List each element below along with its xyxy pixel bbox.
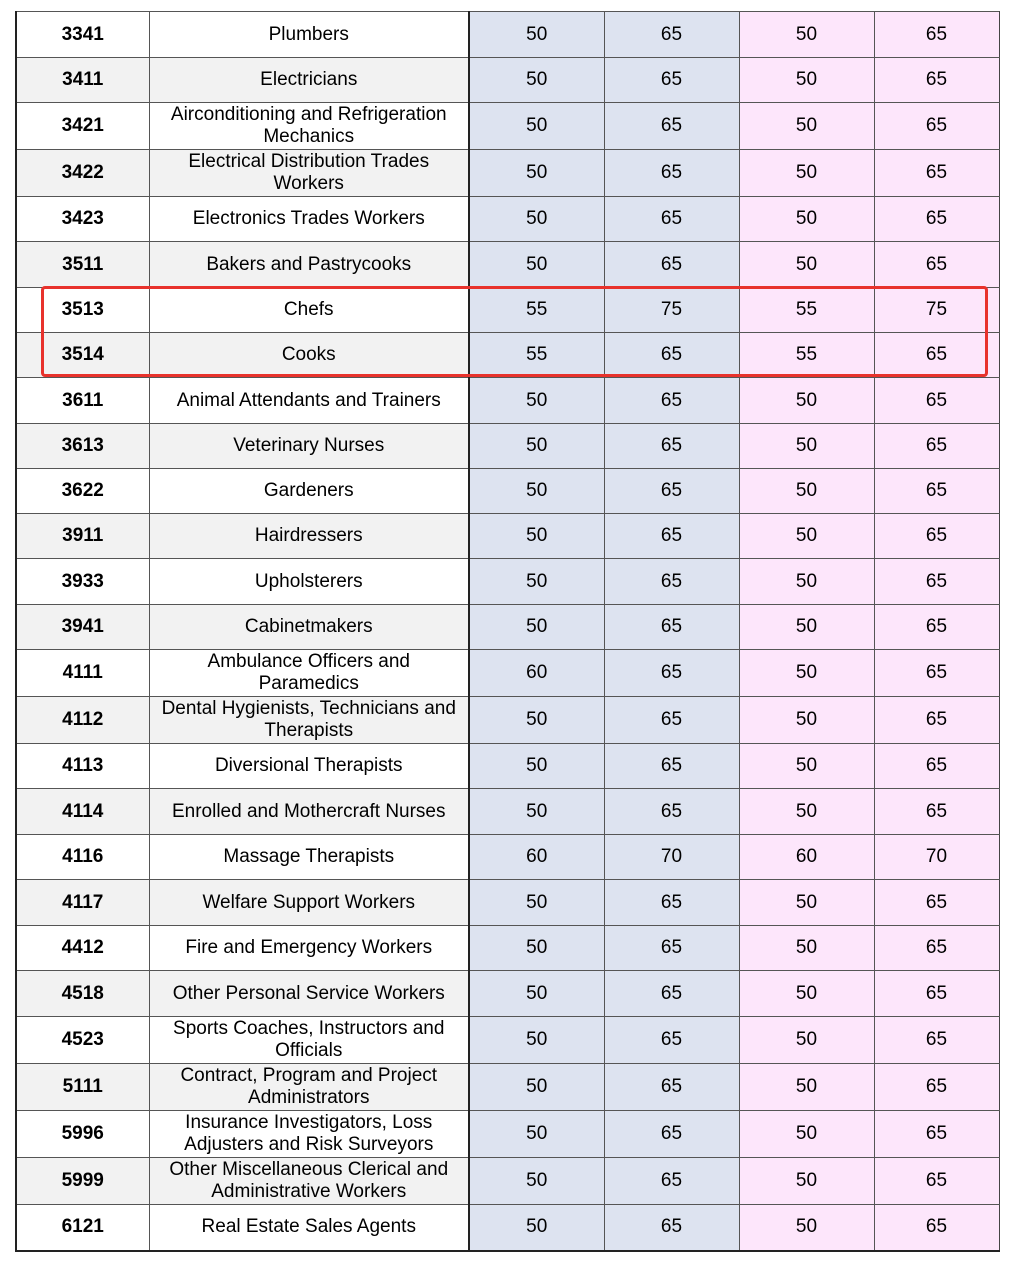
points-col-2: 65 <box>604 58 739 103</box>
occupation-name: Animal Attendants and Trainers <box>149 378 469 424</box>
occupation-name: Contract, Program and Project Administrators <box>149 1064 469 1111</box>
points-col-1: 60 <box>469 835 604 880</box>
points-col-4: 65 <box>874 697 999 744</box>
table-row <box>16 605 999 650</box>
points-col-4: 65 <box>874 333 999 378</box>
points-col-4: 65 <box>874 605 999 650</box>
points-col-1: 50 <box>469 1017 604 1064</box>
points-col-1: 50 <box>469 697 604 744</box>
points-col-1: 50 <box>469 971 604 1017</box>
points-col-3: 50 <box>739 697 874 744</box>
points-col-2: 65 <box>604 103 739 150</box>
points-col-1: 55 <box>469 288 604 333</box>
points-col-4: 65 <box>874 12 999 58</box>
points-col-2: 65 <box>604 469 739 514</box>
points-col-4: 65 <box>874 1158 999 1205</box>
table-row <box>16 242 999 288</box>
occupation-code: 5999 <box>16 1158 149 1205</box>
occupation-name: Other Miscellaneous Clerical and Administrative Workers <box>149 1158 469 1205</box>
points-col-2: 65 <box>604 697 739 744</box>
table-row <box>16 697 999 744</box>
points-col-1: 50 <box>469 197 604 242</box>
points-col-3: 50 <box>739 1158 874 1205</box>
points-col-1: 50 <box>469 514 604 559</box>
table-row <box>16 58 999 103</box>
table-row <box>16 1064 999 1111</box>
occupation-code: 3941 <box>16 605 149 650</box>
points-col-3: 50 <box>739 605 874 650</box>
points-col-2: 65 <box>604 744 739 789</box>
table-row <box>16 197 999 242</box>
points-col-1: 50 <box>469 242 604 288</box>
points-col-1: 50 <box>469 378 604 424</box>
points-col-4: 65 <box>874 971 999 1017</box>
points-col-2: 65 <box>604 333 739 378</box>
points-col-4: 65 <box>874 103 999 150</box>
points-col-1: 50 <box>469 789 604 835</box>
occupation-name: Real Estate Sales Agents <box>149 1205 469 1251</box>
points-col-1: 60 <box>469 650 604 697</box>
points-col-2: 65 <box>604 12 739 58</box>
points-col-4: 65 <box>874 58 999 103</box>
points-col-4: 65 <box>874 469 999 514</box>
table-row <box>16 469 999 514</box>
points-col-4: 70 <box>874 835 999 880</box>
points-col-1: 50 <box>469 1111 604 1158</box>
points-col-2: 65 <box>604 789 739 835</box>
occupation-code: 4116 <box>16 835 149 880</box>
points-col-4: 65 <box>874 1064 999 1111</box>
points-col-3: 50 <box>739 1205 874 1251</box>
occupation-name: Sports Coaches, Instructors and Officials <box>149 1017 469 1064</box>
points-col-4: 65 <box>874 150 999 197</box>
points-col-3: 50 <box>739 197 874 242</box>
points-col-1: 50 <box>469 926 604 971</box>
table-row <box>16 424 999 469</box>
occupation-code: 4112 <box>16 697 149 744</box>
occupation-code: 3513 <box>16 288 149 333</box>
occupation-code: 6121 <box>16 1205 149 1251</box>
points-col-1: 50 <box>469 12 604 58</box>
points-col-3: 50 <box>739 378 874 424</box>
occupation-name: Chefs <box>149 288 469 333</box>
points-col-2: 65 <box>604 1205 739 1251</box>
table-row <box>16 971 999 1017</box>
points-col-3: 50 <box>739 1017 874 1064</box>
occupation-code: 4412 <box>16 926 149 971</box>
points-col-4: 65 <box>874 926 999 971</box>
occupation-name: Gardeners <box>149 469 469 514</box>
table-row <box>16 12 999 58</box>
occupation-code: 3511 <box>16 242 149 288</box>
points-col-2: 65 <box>604 605 739 650</box>
points-col-3: 55 <box>739 333 874 378</box>
table-row <box>16 744 999 789</box>
occupation-name: Diversional Therapists <box>149 744 469 789</box>
points-col-3: 50 <box>739 971 874 1017</box>
points-col-1: 50 <box>469 424 604 469</box>
points-col-3: 50 <box>739 744 874 789</box>
points-col-2: 65 <box>604 378 739 424</box>
occupation-code: 3514 <box>16 333 149 378</box>
occupation-name: Hairdressers <box>149 514 469 559</box>
points-col-2: 70 <box>604 835 739 880</box>
occupation-name: Cabinetmakers <box>149 605 469 650</box>
table-row <box>16 650 999 697</box>
occupation-name: Electronics Trades Workers <box>149 197 469 242</box>
occupation-name: Dental Hygienists, Technicians and Therapists <box>149 697 469 744</box>
points-col-3: 50 <box>739 650 874 697</box>
points-col-1: 50 <box>469 469 604 514</box>
occupation-name: Welfare Support Workers <box>149 880 469 926</box>
occupation-name: Veterinary Nurses <box>149 424 469 469</box>
points-col-3: 50 <box>739 58 874 103</box>
points-col-1: 55 <box>469 333 604 378</box>
occupation-name: Fire and Emergency Workers <box>149 926 469 971</box>
points-col-2: 75 <box>604 288 739 333</box>
points-col-3: 60 <box>739 835 874 880</box>
points-col-3: 50 <box>739 12 874 58</box>
occupation-name: Enrolled and Mothercraft Nurses <box>149 789 469 835</box>
occupation-code: 3423 <box>16 197 149 242</box>
table-row <box>16 835 999 880</box>
points-col-2: 65 <box>604 197 739 242</box>
table-row <box>16 926 999 971</box>
table-row <box>16 1017 999 1064</box>
table-row <box>16 1111 999 1158</box>
table-row <box>16 514 999 559</box>
occupation-name: Cooks <box>149 333 469 378</box>
occupation-code: 3933 <box>16 559 149 605</box>
occupation-code: 3622 <box>16 469 149 514</box>
occupation-name: Electrical Distribution Trades Workers <box>149 150 469 197</box>
occupation-code: 3911 <box>16 514 149 559</box>
table-row <box>16 378 999 424</box>
occupation-code: 5996 <box>16 1111 149 1158</box>
occupation-name: Upholsterers <box>149 559 469 605</box>
points-col-2: 65 <box>604 650 739 697</box>
occupation-code: 4111 <box>16 650 149 697</box>
occupation-code: 3611 <box>16 378 149 424</box>
points-col-4: 65 <box>874 789 999 835</box>
occupation-code: 4518 <box>16 971 149 1017</box>
points-col-3: 50 <box>739 424 874 469</box>
table-body <box>16 12 999 1251</box>
points-col-2: 65 <box>604 424 739 469</box>
points-col-3: 50 <box>739 103 874 150</box>
points-col-1: 50 <box>469 150 604 197</box>
points-col-2: 65 <box>604 150 739 197</box>
points-col-4: 65 <box>874 197 999 242</box>
table-row <box>16 1158 999 1205</box>
points-col-3: 50 <box>739 242 874 288</box>
points-col-2: 65 <box>604 880 739 926</box>
points-col-1: 50 <box>469 58 604 103</box>
table-row <box>16 559 999 605</box>
occupation-name: Insurance Investigators, Loss Adjusters and Risk Surveyors <box>149 1111 469 1158</box>
points-col-2: 65 <box>604 1017 739 1064</box>
points-col-3: 50 <box>739 150 874 197</box>
points-col-1: 50 <box>469 605 604 650</box>
points-col-3: 50 <box>739 1064 874 1111</box>
occupation-name: Electricians <box>149 58 469 103</box>
table-row <box>16 789 999 835</box>
points-col-4: 65 <box>874 242 999 288</box>
points-col-2: 65 <box>604 1111 739 1158</box>
table-row <box>16 150 999 197</box>
points-col-4: 65 <box>874 650 999 697</box>
points-col-3: 55 <box>739 288 874 333</box>
table-row <box>16 1205 999 1251</box>
points-col-4: 65 <box>874 559 999 605</box>
occupation-code: 3422 <box>16 150 149 197</box>
points-col-4: 65 <box>874 1205 999 1251</box>
occupation-code: 3613 <box>16 424 149 469</box>
points-col-2: 65 <box>604 971 739 1017</box>
points-col-4: 65 <box>874 1017 999 1064</box>
points-col-3: 50 <box>739 469 874 514</box>
points-col-4: 65 <box>874 1111 999 1158</box>
points-col-3: 50 <box>739 559 874 605</box>
points-col-4: 65 <box>874 744 999 789</box>
table-row <box>16 288 999 333</box>
points-col-1: 50 <box>469 103 604 150</box>
occupation-code: 4117 <box>16 880 149 926</box>
occupation-code: 4113 <box>16 744 149 789</box>
occupation-name: Ambulance Officers and Paramedics <box>149 650 469 697</box>
occupation-code: 3411 <box>16 58 149 103</box>
occupation-name: Bakers and Pastrycooks <box>149 242 469 288</box>
occupation-code: 4523 <box>16 1017 149 1064</box>
points-col-3: 50 <box>739 880 874 926</box>
points-col-1: 50 <box>469 1205 604 1251</box>
points-col-3: 50 <box>739 1111 874 1158</box>
points-col-4: 65 <box>874 424 999 469</box>
occupation-code: 4114 <box>16 789 149 835</box>
points-col-4: 65 <box>874 514 999 559</box>
table-row <box>16 103 999 150</box>
points-col-3: 50 <box>739 514 874 559</box>
occupation-name: Airconditioning and Refrigeration Mechanics <box>149 103 469 150</box>
points-col-1: 50 <box>469 880 604 926</box>
occupation-code: 5111 <box>16 1064 149 1111</box>
points-col-2: 65 <box>604 1158 739 1205</box>
points-col-2: 65 <box>604 1064 739 1111</box>
points-col-4: 65 <box>874 378 999 424</box>
occupation-name: Massage Therapists <box>149 835 469 880</box>
points-col-2: 65 <box>604 514 739 559</box>
points-col-4: 75 <box>874 288 999 333</box>
points-col-1: 50 <box>469 1064 604 1111</box>
points-col-3: 50 <box>739 789 874 835</box>
points-col-2: 65 <box>604 559 739 605</box>
points-col-2: 65 <box>604 926 739 971</box>
table-row <box>16 333 999 378</box>
points-col-4: 65 <box>874 880 999 926</box>
occupation-name: Other Personal Service Workers <box>149 971 469 1017</box>
occupation-points-table <box>15 11 1000 1252</box>
points-col-2: 65 <box>604 242 739 288</box>
points-col-3: 50 <box>739 926 874 971</box>
occupation-code: 3341 <box>16 12 149 58</box>
points-col-1: 50 <box>469 559 604 605</box>
table-row <box>16 880 999 926</box>
points-col-1: 50 <box>469 744 604 789</box>
points-col-1: 50 <box>469 1158 604 1205</box>
occupation-code: 3421 <box>16 103 149 150</box>
occupation-name: Plumbers <box>149 12 469 58</box>
